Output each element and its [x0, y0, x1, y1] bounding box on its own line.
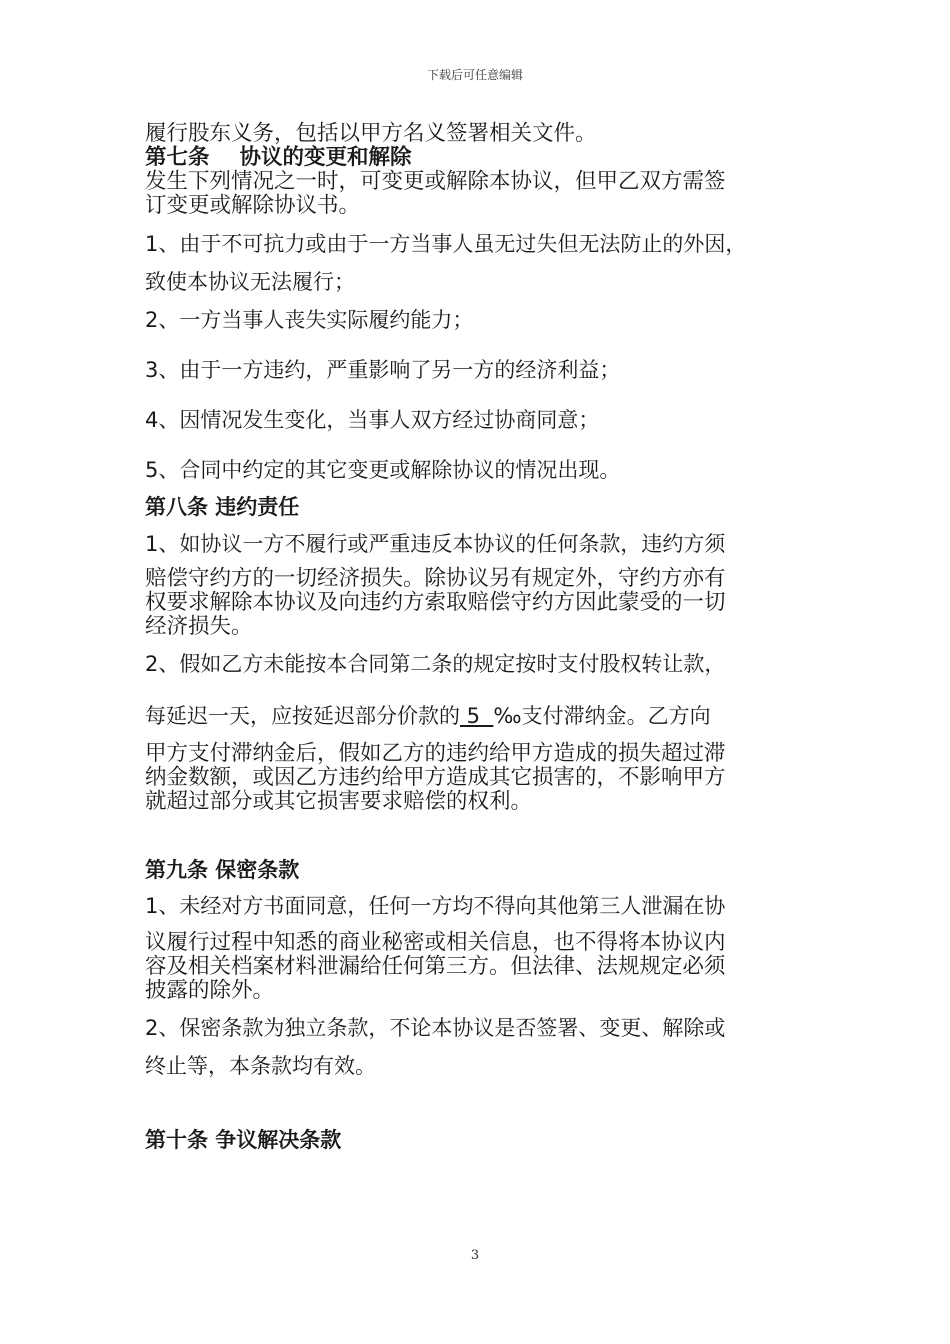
text-line: 终止等，本条款均有效。 [145, 1054, 376, 1078]
text-line: 就超过部分或其它损害要求赔偿的权利。 [145, 789, 533, 814]
text-line: 致使本协议无法履行； [145, 270, 355, 294]
clause-item: 1、如协议一方不履行或严重违反本协议的任何条款，违约方须 [145, 532, 726, 556]
text-line: 纳金数额，或因乙方违约给甲方造成其它损害的，不影响甲方 [145, 765, 726, 790]
article-8-heading: 第八条 违约责任 [145, 495, 300, 519]
clause-item: 5、合同中约定的其它变更或解除协议的情况出现。 [145, 458, 621, 482]
text-line: 甲方支付滞纳金后，假如乙方的违约给甲方造成的损失超过滞 [145, 741, 726, 766]
clause-item: 1、由于不可抗力或由于一方当事人虽无过失但无法防止的外因， [145, 232, 747, 256]
text-line: 披露的除外。 [145, 978, 275, 1003]
text-line: 履行股东义务，包括以甲方名义签署相关文件。 [145, 121, 597, 146]
article-9-heading: 第九条 保密条款 [145, 858, 300, 882]
text-line: 赔偿守约方的一切经济损失。除协议另有规定外，守约方亦有 [145, 566, 726, 591]
clause-item: 2、保密条款为独立条款，不论本协议是否签署、变更、解除或 [145, 1016, 726, 1040]
penalty-rate-value: 5 [460, 704, 494, 728]
text-line: 经济损失。 [145, 614, 253, 639]
text-segment: ‰支付滞纳金。乙方向 [493, 704, 711, 728]
text-line: 容及相关档案材料泄漏给任何第三方。但法律、法规规定必须 [145, 954, 726, 979]
clause-item: 3、由于一方违约，严重影响了另一方的经济利益； [145, 358, 621, 382]
text-line: 权要求解除本协议及向违约方索取赔偿守约方因此蒙受的一切 [145, 590, 726, 615]
page-header: 下载后可任意编辑 [426, 68, 523, 82]
text-line [145, 704, 825, 728]
clause-item: 2、一方当事人丧失实际履约能力； [145, 308, 474, 332]
page-number: 3 [470, 1248, 480, 1263]
clause-item: 1、未经对方书面同意，任何一方均不得向其他第三人泄漏在协 [145, 894, 726, 918]
text-line: 发生下列情况之一时，可变更或解除本协议，但甲乙双方需签 [145, 169, 726, 194]
article-10-heading: 第十条 争议解决条款 [145, 1128, 342, 1152]
clause-item: 2、假如乙方未能按本合同第二条的规定按时支付股权转让款， [145, 652, 726, 676]
document-body [145, 122, 825, 1152]
clause-item: 4、因情况发生变化，当事人双方经过协商同意； [145, 408, 600, 432]
text-segment: 每延迟一天，应按延迟部分价款的 [145, 704, 460, 728]
text-line: 订变更或解除协议书。 [145, 193, 361, 218]
text-line: 议履行过程中知悉的商业秘密或相关信息，也不得将本协议内 [145, 930, 726, 955]
article-7-heading: 第七条 协议的变更和解除 [145, 145, 412, 170]
